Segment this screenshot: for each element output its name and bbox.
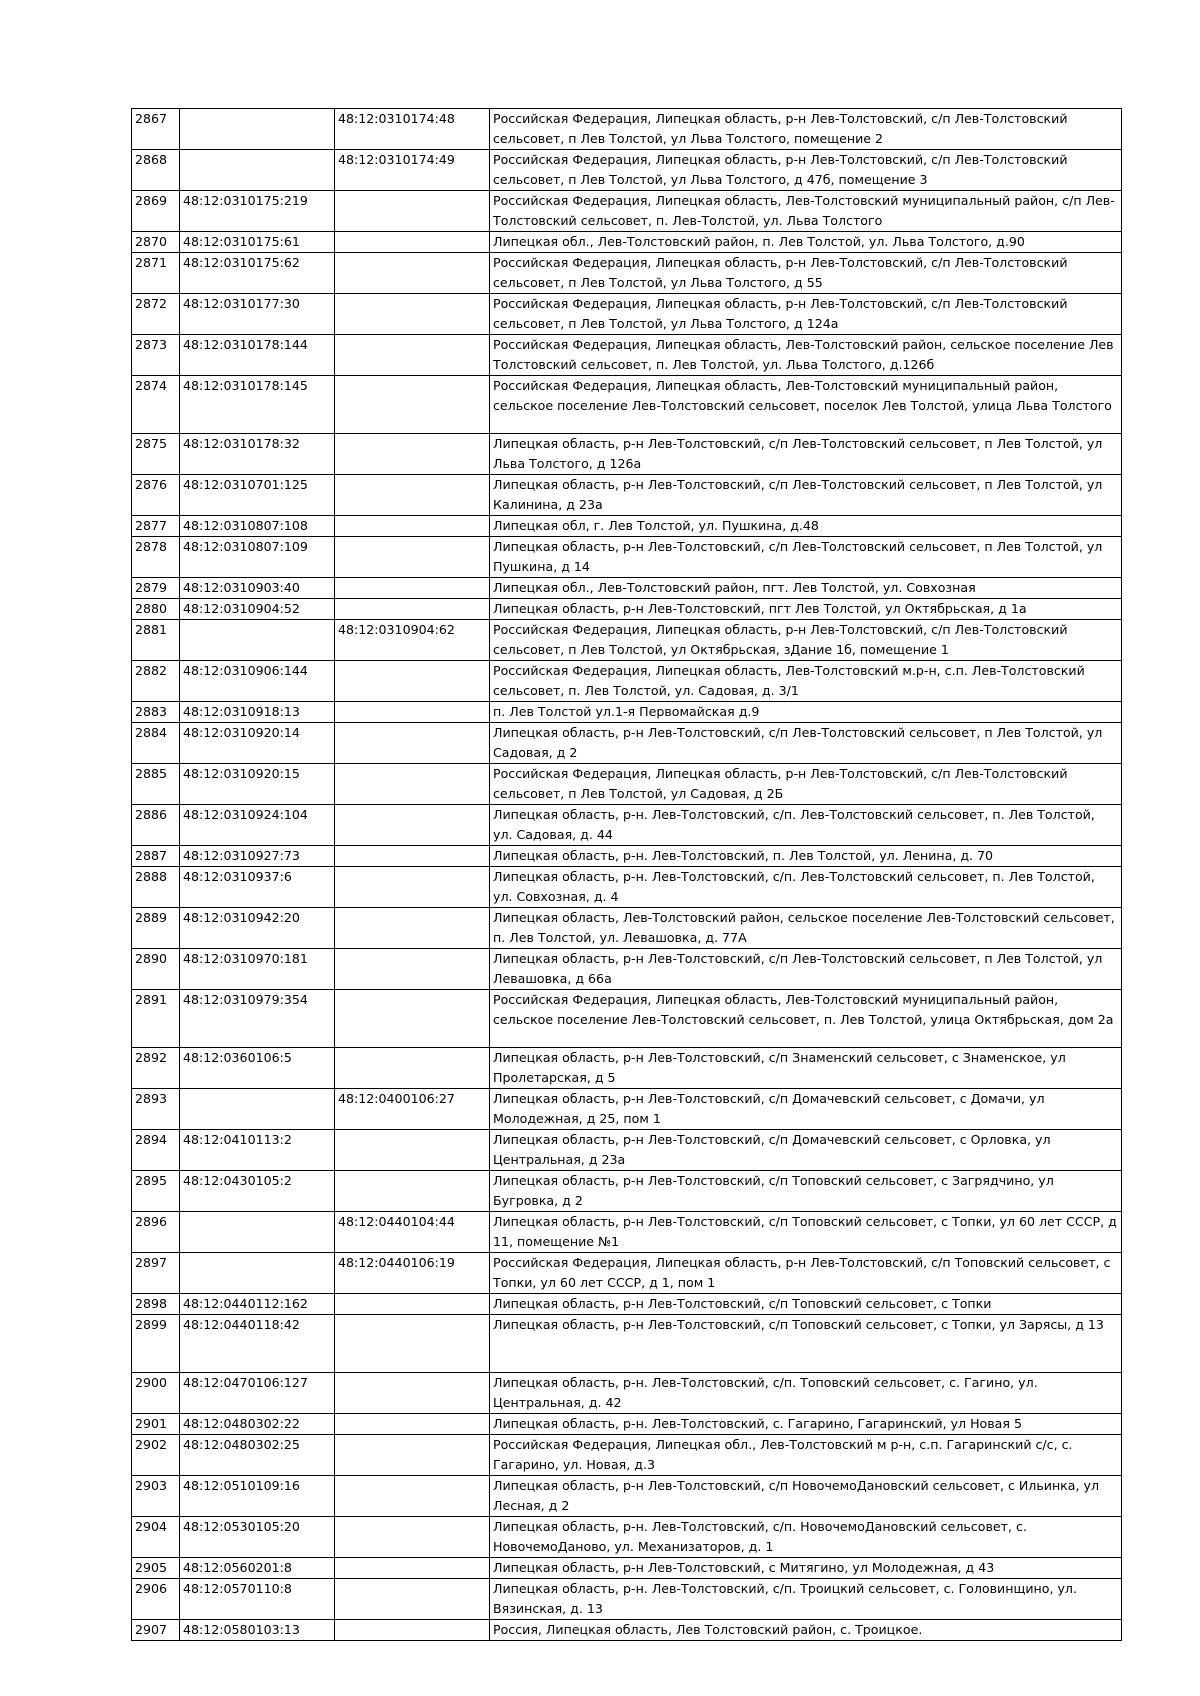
cadastral-number-cell: 48:12:0470106:127 <box>180 1373 335 1414</box>
table-row <box>132 150 1122 191</box>
room-cadastral-number-cell: 48:12:0310174:48 <box>335 109 490 150</box>
table-row <box>132 1294 1122 1315</box>
room-cadastral-number-cell <box>335 1315 490 1373</box>
address-cell: Российская Федерация, Липецкая область, р-н Лев-Толстовский, с/п Лев-Толстовский сельсовет, п Лев Толстой, ул Льва Толстого, д 124а <box>490 294 1122 335</box>
cadastral-number-cell: 48:12:0560201:8 <box>180 1558 335 1579</box>
room-cadastral-number-cell <box>335 1294 490 1315</box>
address-cell: Липецкая область, р-н Лев-Толстовский, с/п Топовский сельсовет, с Топки <box>490 1294 1122 1315</box>
cadastral-number-cell: 48:12:0310178:144 <box>180 335 335 376</box>
room-cadastral-number-cell: 48:12:0310174:49 <box>335 150 490 191</box>
row-number-cell: 2877 <box>132 516 180 537</box>
row-number-cell: 2902 <box>132 1435 180 1476</box>
address-cell: Липецкая область, р-н. Лев-Толстовский, с/п. Лев-Толстовский сельсовет, п. Лев Толстой, ул. Совхозная, д. 4 <box>490 867 1122 908</box>
address-cell: Липецкая область, р-н Лев-Толстовский, с/п Топовский сельсовет, с Топки, ул 60 лет СССР, д 11, помещение №1 <box>490 1212 1122 1253</box>
table-row <box>132 723 1122 764</box>
room-cadastral-number-cell: 48:12:0400106:27 <box>335 1089 490 1130</box>
table-row <box>132 1253 1122 1294</box>
row-number-cell: 2879 <box>132 578 180 599</box>
row-number-cell: 2892 <box>132 1048 180 1089</box>
cadastral-number-cell: 48:12:0310807:108 <box>180 516 335 537</box>
cadastral-number-cell: 48:12:0310903:40 <box>180 578 335 599</box>
address-cell: Российская Федерация, Липецкая область, Лев-Толстовский муниципальный район, сельское поселение Лев-Толстовский сельсовет, поселок Лев Толстой, улица Льва Толстого <box>490 376 1122 434</box>
room-cadastral-number-cell <box>335 867 490 908</box>
table-row <box>132 1048 1122 1089</box>
row-number-cell: 2894 <box>132 1130 180 1171</box>
cadastral-number-cell: 48:12:0310175:62 <box>180 253 335 294</box>
row-number-cell: 2893 <box>132 1089 180 1130</box>
cadastral-number-cell: 48:12:0310918:13 <box>180 702 335 723</box>
row-number-cell: 2883 <box>132 702 180 723</box>
address-cell: Россия, Липецкая область, Лев Толстовский район, с. Троицкое. <box>490 1620 1122 1641</box>
address-cell: Российская Федерация, Липецкая область, Лев-Толстовский район, сельское поселение Лев Толстовский сельсовет, п. Лев Толстой, ул. Льва Толстого, д.126б <box>490 335 1122 376</box>
row-number-cell: 2873 <box>132 335 180 376</box>
address-cell: Липецкая область, р-н. Лев-Толстовский, с/п. Лев-Толстовский сельсовет, п. Лев Толстой, ул. Садовая, д. 44 <box>490 805 1122 846</box>
room-cadastral-number-cell <box>335 764 490 805</box>
cadastral-number-cell: 48:12:0310178:145 <box>180 376 335 434</box>
table-row <box>132 253 1122 294</box>
cadastral-number-cell <box>180 1253 335 1294</box>
row-number-cell: 2870 <box>132 232 180 253</box>
table-row <box>132 1476 1122 1517</box>
room-cadastral-number-cell <box>335 1476 490 1517</box>
address-cell: Липецкая область, р-н Лев-Толстовский, с/п Знаменский сельсовет, с Знаменское, ул Пролетарская, д 5 <box>490 1048 1122 1089</box>
row-number-cell: 2897 <box>132 1253 180 1294</box>
address-cell: Российская Федерация, Липецкая область, Лев-Толстовский м.р-н, с.п. Лев-Толстовский сельсовет, п. Лев Толстой, ул. Садовая, д. 3/1 <box>490 661 1122 702</box>
row-number-cell: 2884 <box>132 723 180 764</box>
room-cadastral-number-cell <box>335 1558 490 1579</box>
address-cell: Липецкая область, р-н. Лев-Толстовский, с/п. Троицкий сельсовет, с. Головинщино, ул. Вязинская, д. 13 <box>490 1579 1122 1620</box>
room-cadastral-number-cell <box>335 516 490 537</box>
table-body <box>132 109 1122 1641</box>
cadastral-number-cell: 48:12:0440112:162 <box>180 1294 335 1315</box>
property-table <box>131 108 1122 1641</box>
cadastral-number-cell: 48:12:0310979:354 <box>180 990 335 1048</box>
room-cadastral-number-cell <box>335 475 490 516</box>
row-number-cell: 2878 <box>132 537 180 578</box>
address-cell: Липецкая область, р-н. Лев-Толстовский, с/п. НовочемоДановский сельсовет, с. НовочемоДаново, ул. Механизаторов, д. 1 <box>490 1517 1122 1558</box>
row-number-cell: 2869 <box>132 191 180 232</box>
room-cadastral-number-cell: 48:12:0440104:44 <box>335 1212 490 1253</box>
row-number-cell: 2868 <box>132 150 180 191</box>
row-number-cell: 2881 <box>132 620 180 661</box>
room-cadastral-number-cell <box>335 1171 490 1212</box>
room-cadastral-number-cell <box>335 578 490 599</box>
address-cell: Липецкая область, р-н Лев-Толстовский, с/п Топовский сельсовет, с Топки, ул Зарясы, д 13 <box>490 1315 1122 1373</box>
cadastral-number-cell: 48:12:0310177:30 <box>180 294 335 335</box>
table-row <box>132 1579 1122 1620</box>
room-cadastral-number-cell <box>335 1373 490 1414</box>
table-row <box>132 702 1122 723</box>
room-cadastral-number-cell <box>335 376 490 434</box>
cadastral-number-cell: 48:12:0570110:8 <box>180 1579 335 1620</box>
cadastral-number-cell: 48:12:0310904:52 <box>180 599 335 620</box>
cadastral-number-cell <box>180 150 335 191</box>
address-cell: Липецкая область, р-н Лев-Толстовский, с/п Домачевский сельсовет, с Домачи, ул Молодежная, д 25, пом 1 <box>490 1089 1122 1130</box>
room-cadastral-number-cell <box>335 191 490 232</box>
row-number-cell: 2901 <box>132 1414 180 1435</box>
row-number-cell: 2889 <box>132 908 180 949</box>
cadastral-number-cell: 48:12:0310701:125 <box>180 475 335 516</box>
row-number-cell: 2891 <box>132 990 180 1048</box>
room-cadastral-number-cell <box>335 805 490 846</box>
address-cell: Российская Федерация, Липецкая обл., Лев-Толстовский м р-н, с.п. Гагаринский с/с, с. Гагарино, ул. Новая, д.3 <box>490 1435 1122 1476</box>
table-row <box>132 376 1122 434</box>
address-cell: Российская Федерация, Липецкая область, р-н Лев-Толстовский, с/п Топовский сельсовет, с Топки, ул 60 лет СССР, д 1, пом 1 <box>490 1253 1122 1294</box>
address-cell: Российская Федерация, Липецкая область, р-н Лев-Толстовский, с/п Лев-Толстовский сельсовет, п Лев Толстой, ул Октябрьская, зДание 1б, помещение 1 <box>490 620 1122 661</box>
address-cell: п. Лев Толстой ул.1-я Первомайская д.9 <box>490 702 1122 723</box>
address-cell: Липецкая обл, г. Лев Толстой, ул. Пушкина, д.48 <box>490 516 1122 537</box>
room-cadastral-number-cell <box>335 1620 490 1641</box>
room-cadastral-number-cell <box>335 599 490 620</box>
room-cadastral-number-cell <box>335 661 490 702</box>
room-cadastral-number-cell <box>335 702 490 723</box>
table-row <box>132 1558 1122 1579</box>
address-cell: Российская Федерация, Липецкая область, р-н Лев-Толстовский, с/п Лев-Толстовский сельсовет, п Лев Толстой, ул Садовая, д 2Б <box>490 764 1122 805</box>
table-row <box>132 1315 1122 1373</box>
room-cadastral-number-cell <box>335 846 490 867</box>
room-cadastral-number-cell <box>335 253 490 294</box>
table-row <box>132 1212 1122 1253</box>
table-row <box>132 191 1122 232</box>
table-row <box>132 109 1122 150</box>
table-row <box>132 294 1122 335</box>
cadastral-number-cell: 48:12:0360106:5 <box>180 1048 335 1089</box>
cadastral-number-cell: 48:12:0310920:14 <box>180 723 335 764</box>
table-row <box>132 908 1122 949</box>
table-row <box>132 661 1122 702</box>
table-row <box>132 764 1122 805</box>
row-number-cell: 2867 <box>132 109 180 150</box>
table-row <box>132 1414 1122 1435</box>
row-number-cell: 2875 <box>132 434 180 475</box>
row-number-cell: 2882 <box>132 661 180 702</box>
table-row <box>132 232 1122 253</box>
room-cadastral-number-cell <box>335 949 490 990</box>
address-cell: Липецкая область, р-н Лев-Толстовский, с/п Домачевский сельсовет, с Орловка, ул Центральная, д 23а <box>490 1130 1122 1171</box>
room-cadastral-number-cell <box>335 434 490 475</box>
document-page <box>131 108 1121 1641</box>
room-cadastral-number-cell <box>335 294 490 335</box>
address-cell: Липецкая область, р-н Лев-Толстовский, с/п Топовский сельсовет, с Загрядчино, ул Бугровка, д 2 <box>490 1171 1122 1212</box>
row-number-cell: 2890 <box>132 949 180 990</box>
cadastral-number-cell: 48:12:0310178:32 <box>180 434 335 475</box>
cadastral-number-cell: 48:12:0480302:22 <box>180 1414 335 1435</box>
address-cell: Липецкая обл., Лев-Толстовский район, пгт. Лев Толстой, ул. Совхозная <box>490 578 1122 599</box>
table-row <box>132 516 1122 537</box>
row-number-cell: 2907 <box>132 1620 180 1641</box>
address-cell: Липецкая область, р-н Лев-Толстовский, с/п Лев-Толстовский сельсовет, п Лев Толстой, ул Калинина, д 23а <box>490 475 1122 516</box>
table-row <box>132 335 1122 376</box>
address-cell: Липецкая область, р-н Лев-Толстовский, с/п Лев-Толстовский сельсовет, п Лев Толстой, ул Пушкина, д 14 <box>490 537 1122 578</box>
row-number-cell: 2898 <box>132 1294 180 1315</box>
address-cell: Липецкая область, р-н Лев-Толстовский, с/п Лев-Толстовский сельсовет, п Лев Толстой, ул Садовая, д 2 <box>490 723 1122 764</box>
address-cell: Российская Федерация, Липецкая область, Лев-Толстовский муниципальный район, с/п Лев-Толстовский сельсовет, п. Лев-Толстой, ул. Льва Толстого <box>490 191 1122 232</box>
cadastral-number-cell: 48:12:0430105:2 <box>180 1171 335 1212</box>
table-row <box>132 620 1122 661</box>
room-cadastral-number-cell <box>335 335 490 376</box>
table-row <box>132 537 1122 578</box>
row-number-cell: 2903 <box>132 1476 180 1517</box>
room-cadastral-number-cell: 48:12:0310904:62 <box>335 620 490 661</box>
room-cadastral-number-cell <box>335 1130 490 1171</box>
row-number-cell: 2896 <box>132 1212 180 1253</box>
row-number-cell: 2900 <box>132 1373 180 1414</box>
cadastral-number-cell: 48:12:0310175:219 <box>180 191 335 232</box>
table-row <box>132 475 1122 516</box>
row-number-cell: 2880 <box>132 599 180 620</box>
cadastral-number-cell: 48:12:0310942:20 <box>180 908 335 949</box>
room-cadastral-number-cell <box>335 1579 490 1620</box>
cadastral-number-cell: 48:12:0310175:61 <box>180 232 335 253</box>
address-cell: Липецкая область, р-н. Лев-Толстовский, с. Гагарино, Гагаринский, ул Новая 5 <box>490 1414 1122 1435</box>
cadastral-number-cell: 48:12:0310924:104 <box>180 805 335 846</box>
table-row <box>132 846 1122 867</box>
row-number-cell: 2899 <box>132 1315 180 1373</box>
cadastral-number-cell: 48:12:0480302:25 <box>180 1435 335 1476</box>
row-number-cell: 2888 <box>132 867 180 908</box>
room-cadastral-number-cell <box>335 232 490 253</box>
cadastral-number-cell: 48:12:0410113:2 <box>180 1130 335 1171</box>
row-number-cell: 2905 <box>132 1558 180 1579</box>
cadastral-number-cell: 48:12:0530105:20 <box>180 1517 335 1558</box>
address-cell: Липецкая обл., Лев-Толстовский район, п. Лев Толстой, ул. Льва Толстого, д.90 <box>490 232 1122 253</box>
address-cell: Российская Федерация, Липецкая область, р-н Лев-Толстовский, с/п Лев-Толстовский сельсовет, п Лев Толстой, ул Льва Толстого, д 47б, помещение 3 <box>490 150 1122 191</box>
cadastral-number-cell: 48:12:0310927:73 <box>180 846 335 867</box>
table-row <box>132 949 1122 990</box>
room-cadastral-number-cell <box>335 537 490 578</box>
row-number-cell: 2876 <box>132 475 180 516</box>
cadastral-number-cell <box>180 109 335 150</box>
table-row <box>132 1517 1122 1558</box>
address-cell: Российская Федерация, Липецкая область, р-н Лев-Толстовский, с/п Лев-Толстовский сельсовет, п Лев Толстой, ул Льва Толстого, помещение 2 <box>490 109 1122 150</box>
cadastral-number-cell: 48:12:0310970:181 <box>180 949 335 990</box>
row-number-cell: 2904 <box>132 1517 180 1558</box>
address-cell: Липецкая область, р-н Лев-Толстовский, с/п НовочемоДановский сельсовет, с Ильинка, ул Лесная, д 2 <box>490 1476 1122 1517</box>
address-cell: Липецкая область, р-н. Лев-Толстовский, с/п. Топовский сельсовет, с. Гагино, ул. Центральная, д. 42 <box>490 1373 1122 1414</box>
table-row <box>132 867 1122 908</box>
table-row <box>132 578 1122 599</box>
room-cadastral-number-cell <box>335 1048 490 1089</box>
cadastral-number-cell <box>180 1212 335 1253</box>
row-number-cell: 2887 <box>132 846 180 867</box>
table-row <box>132 1373 1122 1414</box>
cadastral-number-cell: 48:12:0510109:16 <box>180 1476 335 1517</box>
address-cell: Липецкая область, р-н Лев-Толстовский, с Митягино, ул Молодежная, д 43 <box>490 1558 1122 1579</box>
table-row <box>132 1171 1122 1212</box>
row-number-cell: 2895 <box>132 1171 180 1212</box>
table-row <box>132 1435 1122 1476</box>
table-row <box>132 805 1122 846</box>
cadastral-number-cell: 48:12:0310937:6 <box>180 867 335 908</box>
row-number-cell: 2885 <box>132 764 180 805</box>
table-row <box>132 599 1122 620</box>
cadastral-number-cell <box>180 1089 335 1130</box>
room-cadastral-number-cell: 48:12:0440106:19 <box>335 1253 490 1294</box>
room-cadastral-number-cell <box>335 1414 490 1435</box>
room-cadastral-number-cell <box>335 1435 490 1476</box>
address-cell: Липецкая область, р-н Лев-Толстовский, с/п Лев-Толстовский сельсовет, п Лев Толстой, ул Льва Толстого, д 126а <box>490 434 1122 475</box>
row-number-cell: 2874 <box>132 376 180 434</box>
row-number-cell: 2871 <box>132 253 180 294</box>
cadastral-number-cell: 48:12:0310906:144 <box>180 661 335 702</box>
cadastral-number-cell <box>180 620 335 661</box>
row-number-cell: 2886 <box>132 805 180 846</box>
table-row <box>132 1089 1122 1130</box>
room-cadastral-number-cell <box>335 723 490 764</box>
table-row <box>132 1620 1122 1641</box>
row-number-cell: 2872 <box>132 294 180 335</box>
address-cell: Липецкая область, р-н Лев-Толстовский, пгт Лев Толстой, ул Октябрьская, д 1а <box>490 599 1122 620</box>
row-number-cell: 2906 <box>132 1579 180 1620</box>
cadastral-number-cell: 48:12:0310807:109 <box>180 537 335 578</box>
cadastral-number-cell: 48:12:0580103:13 <box>180 1620 335 1641</box>
address-cell: Российская Федерация, Липецкая область, р-н Лев-Толстовский, с/п Лев-Толстовский сельсовет, п Лев Толстой, ул Льва Толстого, д 55 <box>490 253 1122 294</box>
address-cell: Липецкая область, р-н. Лев-Толстовский, п. Лев Толстой, ул. Ленина, д. 70 <box>490 846 1122 867</box>
room-cadastral-number-cell <box>335 990 490 1048</box>
table-row <box>132 990 1122 1048</box>
address-cell: Липецкая область, р-н Лев-Толстовский, с/п Лев-Толстовский сельсовет, п Лев Толстой, ул Левашовка, д 66а <box>490 949 1122 990</box>
cadastral-number-cell: 48:12:0310920:15 <box>180 764 335 805</box>
room-cadastral-number-cell <box>335 908 490 949</box>
cadastral-number-cell: 48:12:0440118:42 <box>180 1315 335 1373</box>
table-row <box>132 434 1122 475</box>
room-cadastral-number-cell <box>335 1517 490 1558</box>
table-row <box>132 1130 1122 1171</box>
address-cell: Российская Федерация, Липецкая область, Лев-Толстовский муниципальный район, сельское поселение Лев-Толстовский сельсовет, п. Лев Толстой, улица Октябрьская, дом 2а <box>490 990 1122 1048</box>
address-cell: Липецкая область, Лев-Толстовский район, сельское поселение Лев-Толстовский сельсовет, п. Лев Толстой, ул. Левашовка, д. 77А <box>490 908 1122 949</box>
